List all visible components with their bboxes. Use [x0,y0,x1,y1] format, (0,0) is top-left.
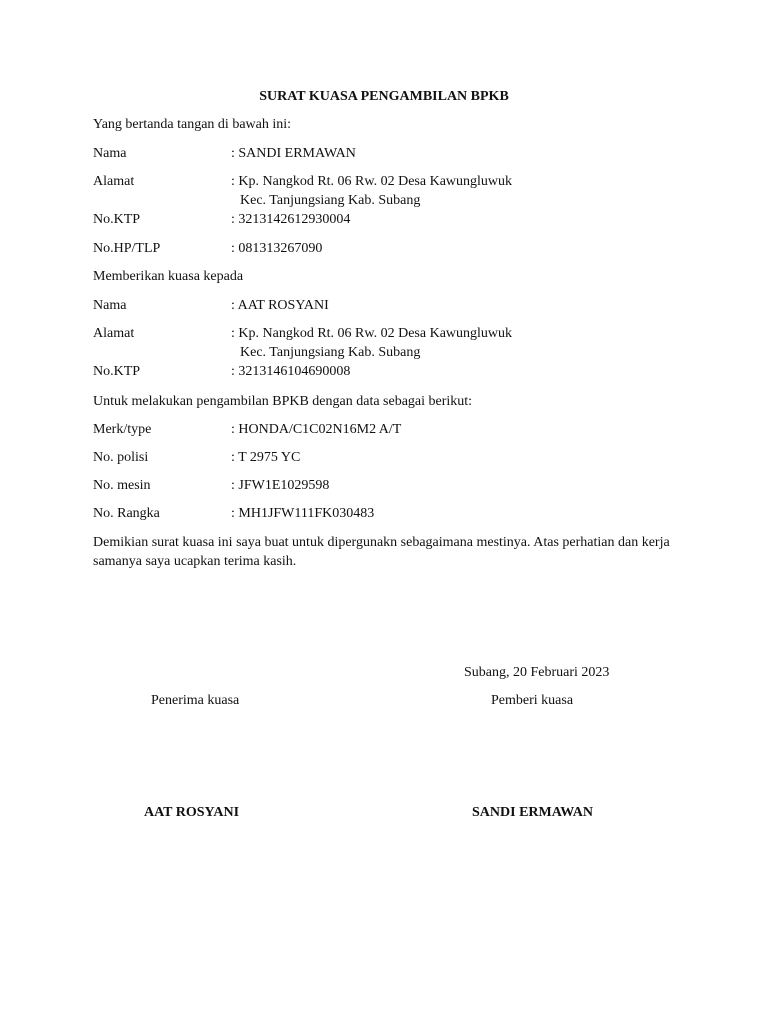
place-date: Subang, 20 Februari 2023 [464,665,610,680]
giver-label: Pemberi kuasa [491,693,574,708]
grantee-address-line1: : Kp. Nangkod Rt. 06 Rw. 02 Desa Kawungluwuk [231,326,513,341]
vehicle-merk-label: Merk/type [93,422,152,437]
vehicle-frame-value: : MH1JFW111FK030483 [231,506,375,521]
closing-paragraph: Demikian surat kuasa ini saya buat untuk dipergunakn sebagaimana mestinya. Atas perhatian dan kerja samanya saya ucapkan terima kasih. [93,535,670,569]
grantor-address-line1: : Kp. Nangkod Rt. 06 Rw. 02 Desa Kawungluwuk [231,174,513,189]
vehicle-engine-value: : JFW1E1029598 [231,478,330,493]
receiver-label: Penerima kuasa [151,693,240,708]
grantee-name-value: : AAT ROSYANI [231,298,329,313]
grantor-phone-value: : 081313267090 [231,241,323,256]
grantor-name-label: Nama [93,146,127,161]
grantee-ktp-value: : 3213146104690008 [231,364,351,379]
grantor-phone-label: No.HP/TLP [93,241,161,256]
purpose-text: Untuk melakukan pengambilan BPKB dengan data sebagai berikut: [93,394,473,409]
grantee-name-label: Nama [93,298,127,313]
grantor-name-value: : SANDI ERMAWAN [231,146,356,161]
grantee-ktp-label: No.KTP [93,364,141,379]
intro-text: Yang bertanda tangan di bawah ini: [93,117,292,132]
vehicle-merk-value: : HONDA/C1C02N16M2 A/T [231,422,402,437]
grantor-address-label: Alamat [93,174,135,189]
vehicle-frame-label: No. Rangka [93,506,160,521]
grantor-address-line2: Kec. Tanjungsiang Kab. Subang [240,193,421,208]
grantee-address-label: Alamat [93,326,135,341]
grantor-ktp-value: : 3213142612930004 [231,212,351,227]
grantee-address-line2: Kec. Tanjungsiang Kab. Subang [240,345,421,360]
vehicle-plate-label: No. polisi [93,450,149,465]
giver-signature-name: SANDI ERMAWAN [472,805,593,820]
vehicle-engine-label: No. mesin [93,478,151,493]
vehicle-plate-value: : T 2975 YC [231,450,301,465]
grant-text: Memberikan kuasa kepada [93,269,244,284]
grantor-ktp-label: No.KTP [93,212,141,227]
receiver-signature-name: AAT ROSYANI [144,805,240,820]
document-title: SURAT KUASA PENGAMBILAN BPKB [259,89,509,104]
